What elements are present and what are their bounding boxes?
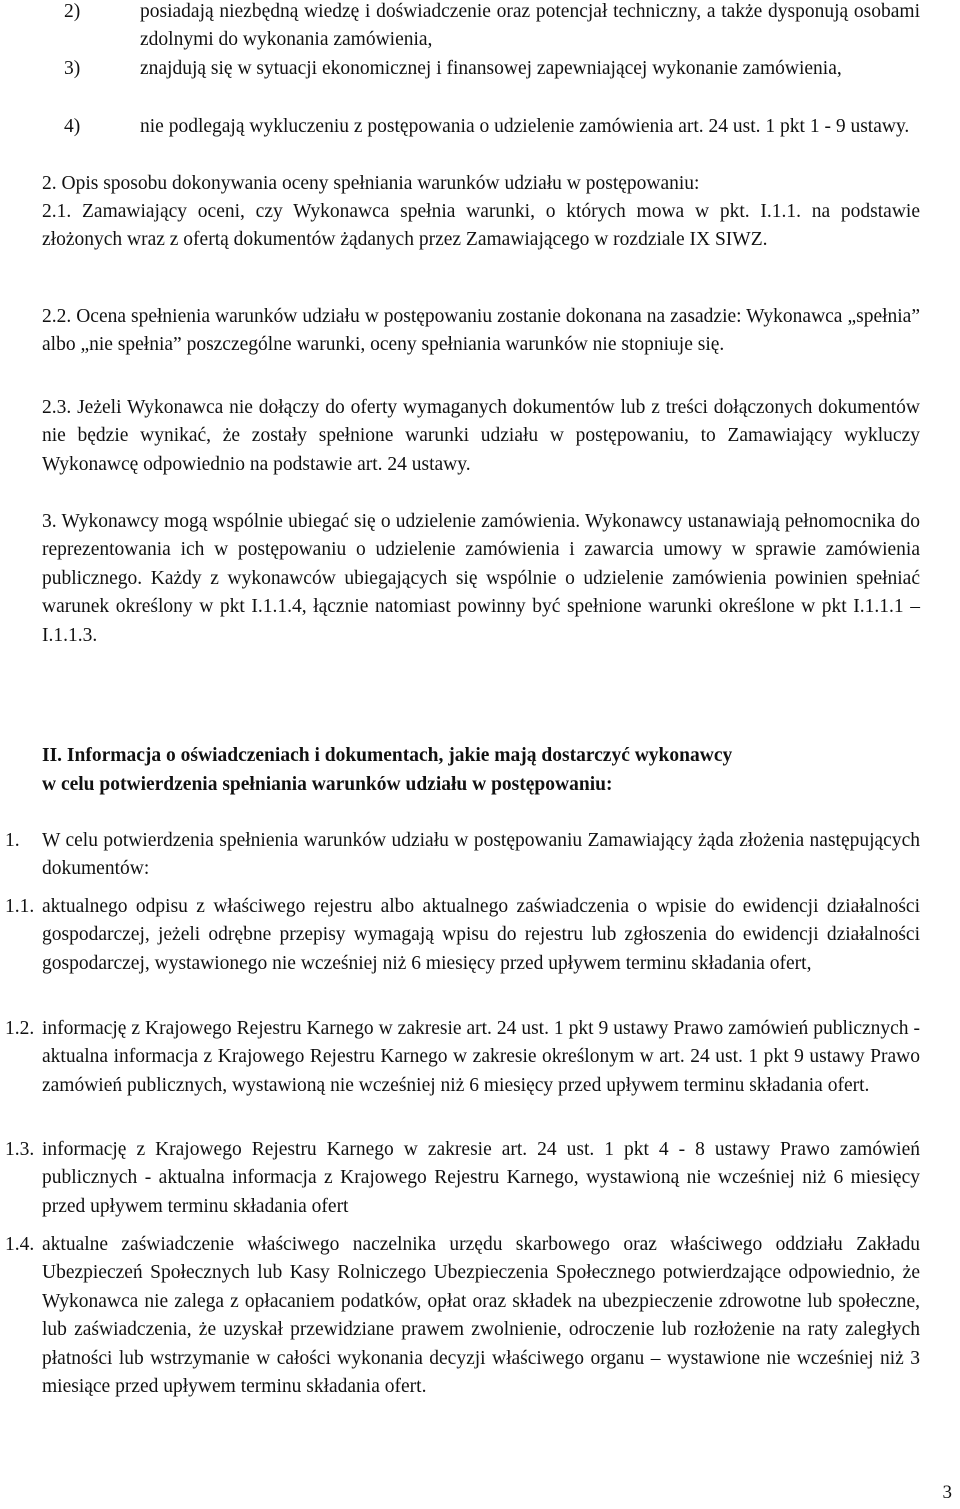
list-item-number: 1.3. [5,1139,35,1160]
list-item-text: informację z Krajowego Rejestru Karnego w zakresie art. 24 ust. 1 pkt 4 - 8 ustawy Prawo zamówień publicznych - aktualna informacja z Krajowego Rejestru Karnego, wystawioną nie wcześniej niż 6 miesięcy przed upływem terminu składania ofert [42,1139,920,1217]
list-item-number: 3) [64,58,81,79]
paragraph-2-2: 2.2. Ocena spełnienia warunków udziału w postępowaniu zostanie dokonana na zasadzie: Wykonawca „spełnia” albo „nie spełnia” poszczególne warunki, oceny spełniania warunków nie stopniuje się. [42,306,920,356]
sub-list-item [0,1015,920,1100]
list-item-number: 1.2. [5,1018,35,1039]
list-item-text: W celu potwierdzenia spełnienia warunków udziału w postępowaniu Zamawiający żąda złożenia następujących dokumentów: [42,830,920,880]
paragraph-2-3: 2.3. Jeżeli Wykonawca nie dołączy do oferty wymaganych dokumentów lub z treści dołączonych dokumentów nie będzie wynikać, że zostały spełnione warunki udziału w postępowaniu, to Zamawiający wykluczy Wykonawcę odpowiednio na podstawie art. 24 ustawy. [42,397,920,475]
page-number: 3 [942,1482,952,1503]
section-heading-line2: w celu potwierdzenia spełniania warunków udziału w postępowaniu: [42,774,613,795]
list-item-text: nie podlegają wykluczeniu z postępowania o udzielenie zamówienia art. 24 ust. 1 pkt 1 - 9 ustawy. [140,116,910,137]
list-item [42,55,920,83]
sub-list-item [0,1136,920,1221]
sub-list-item [0,893,920,978]
list-item-text: aktualnego odpisu z właściwego rejestru albo aktualnego zaświadczenia o wpisie do ewidencji działalności gospodarczej, jeżeli odrębne przepisy wymagają wpisu do rejestru lub zgłoszenia do ewidencji działalności gospodarczej, wystawionego nie wcześniej niż 6 miesięcy przed upływem terminu składania ofert, [42,896,920,974]
paragraph-2-1: 2.1. Zamawiający oceni, czy Wykonawca spełnia warunki, o których mowa w pkt. I.1.1. na podstawie złożonych wraz z ofertą dokumentów żądanych przez Zamawiającego w rozdziale IX SIWZ. [42,201,920,251]
list-item-text: posiadają niezbędną wiedzę i doświadczenie oraz potencjał techniczny, a także dysponują osobami zdolnymi do wykonania zamówienia, [140,1,920,51]
list-item [42,113,920,141]
section-title: 2. Opis sposobu dokonywania oceny spełniania warunków udziału w postępowaniu: [42,173,700,194]
list-item-number: 4) [64,116,81,137]
sub-list-item [0,1231,920,1401]
paragraph-3: 3. Wykonawcy mogą wspólnie ubiegać się o udzielenie zamówienia. Wykonawcy ustanawiają pełnomocnika do reprezentowania ich w postępowaniu o udzielenie zamówienia i zawarcia umowy w sprawie zamówienia publicznego. Każdy z wykonawców ubiegających się wspólnie o udzielenie zamówienia powinien spełniać warunek określony w pkt I.1.1.4, łącznie natomiast powinny być spełnione warunki określone w pkt I.1.1.1 – I.1.1.3. [42,511,920,646]
list-item [0,827,920,884]
list-item-text: znajdują się w sytuacji ekonomicznej i finansowej zapewniającej wykonanie zamówienia, [140,58,842,79]
list-item-number: 1. [5,830,20,851]
list-item-text: aktualne zaświadczenie właściwego naczelnika urzędu skarbowego oraz właściwego oddziału Zakładu Ubezpieczeń Społecznych lub Kasy Rolniczego Ubezpieczenia Społecznego potwierdzające odpowiednio, że Wykonawca nie zalega z opłacaniem podatków, opłat oraz składek na ubezpieczenie zdrowotne lub społeczne, lub zaświadczenia, że uzyskał przewidziane prawem zwolnienie, odroczenie lub rozłożenie na raty zaległych płatności lub wstrzymanie w całości wykonania decyzji właściwego organu – wystawione nie wcześniej niż 3 miesiące przed upływem terminu składania ofert. [42,1234,920,1398]
section-heading-line1: II. Informacja o oświadczeniach i dokumentach, jakie mają dostarczyć wykonawcy [42,745,733,766]
list-item-text: informację z Krajowego Rejestru Karnego w zakresie art. 24 ust. 1 pkt 9 ustawy Prawo zamówień publicznych - aktualna informacja z Krajowego Rejestru Karnego w zakresie określonym w art. 24 ust. 1 pkt 9 ustawy Prawo zamówień publicznych, wystawioną nie wcześniej niż 6 miesięcy przed upływem terminu składania ofert. [42,1018,920,1096]
list-item-number: 1.4. [5,1234,35,1255]
list-item-number: 1.1. [5,896,35,917]
list-item-number: 2) [64,1,81,22]
list-item [42,0,920,55]
